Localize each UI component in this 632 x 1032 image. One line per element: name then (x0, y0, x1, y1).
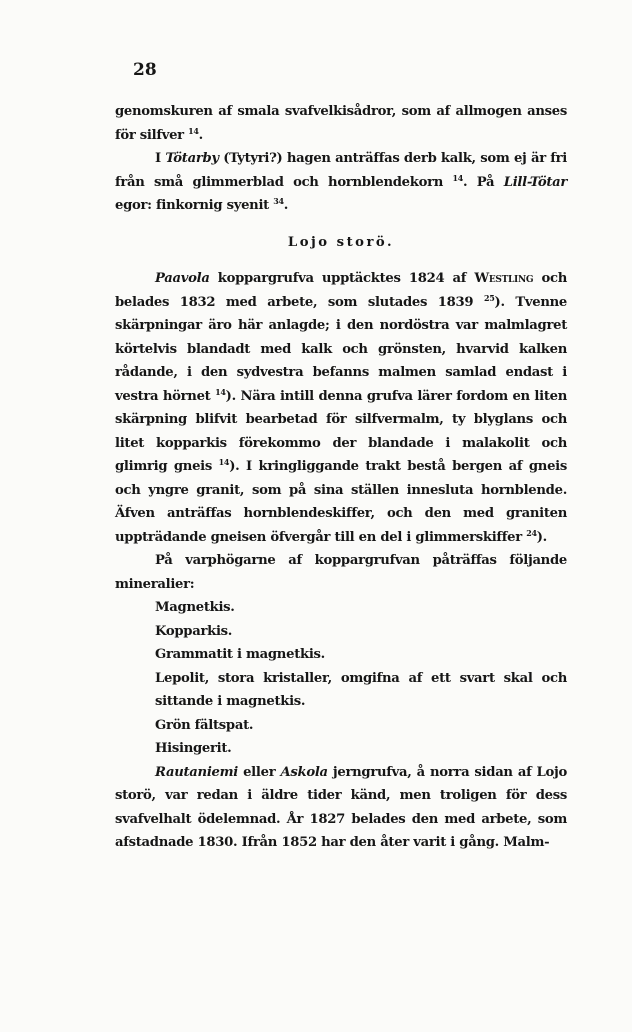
paragraph-text: (Tytyri?) hagen anträffas derb kalk, som ej är fri från små glimmerblad och hornblendekorn (115, 151, 568, 190)
paragraph-text: jerngrufva, å norra sidan af Lojo storö, var redan i äldre tider känd, men troligen för dess svafvelhalt ödelemnad. År 1827 belades den med arbete, som afstadnade 1830. Ifrån 1852 har den åter varit i gång. Malm- (115, 764, 567, 850)
mineral-item: Magnetkis. (155, 600, 235, 615)
page-number: 28 (133, 60, 157, 80)
paragraph-text: . (198, 127, 203, 143)
paragraph-totarby (115, 147, 567, 218)
footnote-ref: 34 (273, 196, 284, 206)
paragraph-text: koppargrufva upptäcktes 1824 af (217, 271, 467, 286)
page-body (115, 100, 567, 855)
mineral-item: Hisingerit. (155, 741, 232, 756)
place-name: Tötarby (165, 151, 219, 166)
paragraph-text: genomskuren af smala svafvelkisådror, som af allmogen anses för silfver (115, 104, 567, 143)
paragraph-text: . (283, 198, 289, 213)
paragraph-rautaniemi (115, 761, 567, 855)
footnote-ref: 14 (218, 457, 230, 467)
mineral-item: Lepolit, stora kristaller, omgifna af ett svart skal och sittande i magnetkis. (155, 670, 567, 709)
paragraph-text: ). Nära intill denna grufva lärer fordom en liten skärpning blifvit bearbetad för silfvermalm, ty blyglans och litet kopparkis förekommo der blandade i malakolit och glimrig gneis (115, 388, 568, 474)
footnote-ref: 25 (483, 292, 495, 303)
place-name: Askola (280, 764, 328, 780)
paragraph-paavola (115, 267, 567, 549)
footnote-ref: 14 (452, 172, 464, 183)
footnote-ref: 14 (215, 386, 226, 397)
paragraph-continuation (115, 100, 567, 147)
mineral-item: Kopparkis. (155, 623, 233, 639)
paragraph-text: . På (463, 174, 495, 190)
paragraph-text: egor: finkornig syenit (115, 198, 269, 213)
paragraph-text: I (155, 151, 161, 166)
mineral-item: Grammatit i magnetkis. (155, 647, 325, 662)
footnote-ref: 24 (526, 527, 537, 538)
section-heading: Lojo storö. (287, 234, 395, 250)
paragraph-text: eller (243, 764, 276, 780)
paragraph-minerals-intro: På varphögarne af koppargrufvan påträffas följande mineralier: (115, 553, 567, 592)
place-name: Paavola (155, 271, 210, 286)
paragraph-text: och belades 1832 med arbete, som slutades 1839 (115, 271, 567, 310)
paragraph-text: ). Tvenne skärpningar äro här anlagde; i den nordöstra var malmlagret körtelvis blandadt med kalk och grönsten, hvarvid kalken rådande, i den sydvestra befanns malmen samlad endast i vestra hörnet (115, 294, 568, 404)
person-name: Westling (474, 271, 534, 286)
place-name: Lill-Tötar (503, 174, 568, 190)
footnote-ref: 14 (188, 125, 199, 136)
mineral-item: Grön fältspat. (155, 717, 254, 733)
place-name: Rautaniemi (155, 764, 238, 780)
paragraph-text: ). (536, 529, 547, 545)
paragraph-text: ). I kringliggande trakt bestå bergen af gneis och yngre granit, som på sina ställen innesluta hornblende. Äfven anträffas hornblendeskiffer, och den med graniten uppträdande gneisen öfvergår till en del i glimmerskiffer (115, 459, 568, 545)
